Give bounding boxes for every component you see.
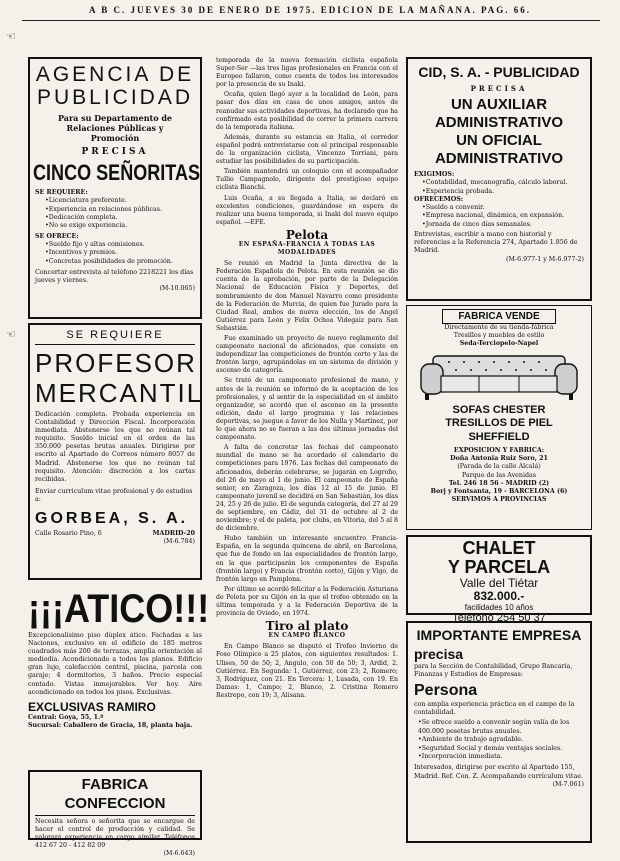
cid-precisa: PRECISA <box>470 84 528 93</box>
list-item: • Dedicación completa. <box>45 214 195 222</box>
chalet-price: 832.000.- <box>473 589 525 603</box>
agencia-subtitle: Para su Departamento de Relaciones Públicas y Promoción <box>57 113 173 143</box>
article-paragraph: temporada de la nueva formación ciclista española Super-Ser —las tres ligas profesionales en Francia con el Europeo fallaron, como cuenta de todos los interesados por la presencia de su Inaki. <box>216 57 398 89</box>
list-item: • Experiencia probada. <box>422 188 584 196</box>
fabrica-body: Necesita señora o señorita que se encargue de hacer el control de producción y calidad. Se valorará experiencia en cargo similar. Teléfonos 412 67 20 - 412 82 09 <box>35 818 195 850</box>
article-paragraph: Por último se acordó felicitar a la Federación Asturiana de Pelota por su Gijón en la que el trofeo obtenido en la última temporada y a la Federación Deportiva de la provincia de Oviedo, en 1974. <box>216 585 399 618</box>
margin-mark: ☜ <box>6 30 16 43</box>
article-paragraph: Fue examinado un proyecto de nuevo reglamento del campeonato nacional de aficionados, que consiste en independizar las competiciones de frontón corto y las de frontón largo, agrupándolas en un sistema de división y ascenso de categoría. <box>216 335 398 375</box>
list-item: • Se ofrece sueldo a convenir según valía de los 400.000 pesetas brutas anuales. <box>418 719 584 736</box>
agencia-headline: CINCO SEÑORITAS <box>33 160 201 185</box>
list-item: • Incorporación inmediata. <box>418 753 584 761</box>
chalet-ad <box>406 535 592 624</box>
chalet-place: Valle del Tiétar <box>459 576 539 590</box>
importante-title: IMPORTANTE EMPRESA <box>416 627 582 643</box>
sofas-phone: Tel. 246 18 56 - MADRID (2) <box>448 479 550 487</box>
list-item: • Jornada de cinco días semanales. <box>422 221 584 229</box>
profesor-title2: MERCANTIL <box>35 378 204 408</box>
agencia-offers-label: SE OFRECE: <box>35 232 79 240</box>
article-paragraph: A falta de concretar las fechas del campeonato mundial de mano se ha acordado el calendario de competiciones para 1976. Las fechas del campeonato de aficionados, deberán celebrarse, se jugarán en Logroño, del 26 de mayo al 1 de junio. El campeonato de España senior, en Zaragoza, los días 12 al 15 de junio. El campeonato juvenil se decidirá en San Sebastián, los días 24, 25 y 26 de julio. El de segunda categoría, del 27 al 29 de septiembre, en Cádiz, del 31 de octubre al 2 de noviembre; y el de paleta, por clubs, en Vitoria, del 5 al 8 de diciembre. <box>216 444 398 533</box>
importante-body: con amplia experiencia práctica en el campo de la contabilidad. <box>414 701 575 717</box>
margin-mark: ☜ <box>6 328 16 341</box>
sofas-title: FABRICA VENDE <box>442 309 556 324</box>
importante-contact: Interesados, dirigirse por escrito al Apartado 155, Madrid. Ref. Con. Z. Acompañando currículum vitae. <box>414 764 583 780</box>
importante-persona: Persona <box>414 682 478 700</box>
agencia-title2: PUBLICIDAD <box>36 86 194 109</box>
article-paragraph: Se trató de un campeonato profesional de mano, y antes de la reunión se informó de la aceptación de los profesionales, y al sentir de la especialidad en el ámbito organizador, se acordó que el ascenso en la presente edición, dado el largo programa y las relaciones deportivas, se juegue a favor de los Nulla y Martínez, por lo que ahora no se fueran a las dos últimas jornadas del campeonato. <box>216 377 398 442</box>
cid-headline4: ADMINISTRATIVO <box>434 150 564 167</box>
profesor-note: Enviar curriculum vitae profesional y de estudios a: <box>35 487 193 503</box>
list-item: • Licenciatura preferente. <box>45 197 195 205</box>
chalet-phone: Teléfono 254 50 37 <box>452 612 546 624</box>
sofas-addr4: Borj y Fontsanta, 19 - BARCELONA (6) <box>430 487 568 495</box>
profesor-address: Calle Rosario Pino, 6 <box>35 530 102 538</box>
agencia-title1: AGENCIA DE <box>35 63 195 86</box>
cid-req-label: EXIGIMOS: <box>414 171 455 178</box>
list-item: • Sueldo fijo y altas comisiones. <box>45 241 195 249</box>
article-paragraph: Ocaña, quien llegó ayer a la localidad de León, para pasar dos días en casa de unos amigos, antes de reanudar sus actividades deportivas, ha declarado que ha confirmado esta posibilidad de correr la primera carrera de la temporada italiana. <box>216 91 398 131</box>
agencia-precisa: PRECISA <box>81 147 149 157</box>
agencia-ref: (M-10.065) <box>159 285 195 293</box>
atico-body: Excepcionalísimo piso dúplex ático. Fachadas a las Naciones, exclusivo en el edificio de 185 metros cuadrados más 200 de terrazas, amplia orientación al mediodía. Acondicionado a todos los planos. Edificio gran lujo, calefacción central, piscina, parcela con garaje; 4 dormitorios, 3 baños. Precio especial contado. Vistas inmejorables. Ver hoy. Aire acondicionado en todos los pisos. Exclusivas. <box>28 632 202 696</box>
list-item: • Concretas posibilidades de promoción. <box>45 258 195 266</box>
chalet-title2: Y PARCELA <box>447 557 551 577</box>
cid-contact: Entrevistas, escribir a mano con historial y referencias a la Referencia 274, Apartado 1.856 de Madrid. <box>414 231 578 255</box>
fabrica-headline: FABRICA CONFECCION <box>35 775 195 816</box>
sofas-line2: Tresillos y muebles de estilo <box>453 332 545 340</box>
sofas-expo: EXPOSICION Y FABRICA: <box>453 447 545 455</box>
atico-address2: Sucursal: Caballero de Gracia, 18, planta baja. <box>28 721 193 729</box>
list-item: • Contabilidad, mecanografía, cálculo laboral. <box>422 179 584 187</box>
tiro-subtitle: EN CAMPO BLANCO <box>268 632 346 640</box>
importante-intro: para la Sección de Contabilidad, Grupo Bancaria, Finanzas y Estudios de Empresas: <box>414 663 573 679</box>
list-item: • Experiencia en relaciones públicas. <box>45 206 195 214</box>
atico-headline: ¡¡¡ATICO!!! <box>28 587 210 631</box>
article-paragraph: Además, durante su estancia en Italia, el corredor español podrá entrevistarse con el principal responsable de la organización ciclista, Vincenzo Torriani, para estudiar las posibilidades de su participación. <box>216 133 398 166</box>
list-item: • Empresa nacional, dinámica, en expansión. <box>422 212 584 220</box>
pelota-title: Pelota <box>285 227 329 242</box>
agencia-ad <box>28 57 202 319</box>
agencia-requires-label: SE REQUIERE: <box>35 189 88 196</box>
sofas-brand3: SHEFFIELD <box>468 431 530 444</box>
importante-ad <box>406 621 592 843</box>
sofas-line3: Seda-Terciopelo-Napel <box>459 340 539 348</box>
sofas-addr2: (Parada de la calle Alcalá) <box>457 463 541 471</box>
list-item: • Seguridad Social y demás ventajas sociales. <box>418 745 584 753</box>
divider <box>35 344 195 345</box>
profesor-ref: (M-6.784) <box>163 538 195 546</box>
page-header: A B C. JUEVES 30 DE ENERO DE 1975. EDICION DE LA MAÑANA. PAG. 66. <box>88 5 532 15</box>
sofas-addr1: Doña Antonia Ruiz Soro, 21 <box>450 455 548 463</box>
profesor-ad <box>28 323 202 580</box>
sofa-illustration <box>419 350 579 402</box>
article-column <box>216 57 398 851</box>
pelota-subtitle: EN ESPAÑA-FRANCIA A TODAS LAS MODALIDADES <box>238 240 376 257</box>
list-item: • Ambiente de trabajo agradable. <box>418 736 584 744</box>
cid-headline3: UN OFICIAL <box>456 132 542 149</box>
atico-agency: EXCLUSIVAS RAMIRO <box>28 699 156 714</box>
profesor-city: MADRID-20 <box>152 530 195 538</box>
cid-headline2: ADMINISTRATIVO <box>434 114 564 131</box>
importante-ref: (M-7.061) <box>552 780 584 788</box>
sofas-ship: SERVIMOS A PROVINCIAS <box>451 495 547 503</box>
header-rule <box>22 20 600 21</box>
cid-title: CID, S. A. - PUBLICIDAD <box>418 64 580 80</box>
cid-headline1: UN AUXILIAR <box>450 96 548 113</box>
importante-precisa: precisa <box>414 646 464 662</box>
sofas-addr3: Parque de las Avenidas <box>462 471 536 479</box>
tiro-title: Tiro al plato <box>265 619 349 634</box>
list-item: • No se exige experiencia. <box>45 222 195 230</box>
cid-off-label: OFRECEMOS: <box>414 195 464 203</box>
article-paragraph: También mantendrá un coloquio con el acompañador Tullio Campagnolo, dirigente del prestigioso equipo ciclista Bianchi. <box>216 168 398 192</box>
atico-address1: Central: Goya, 55, 1.º <box>28 713 104 721</box>
agencia-contact: Concertar entrevista al teléfono 2218221 los días jueves y viernes. <box>35 269 194 285</box>
sofas-line1: Directamente de su tienda-fábrica <box>444 324 554 331</box>
chalet-title: CHALET <box>462 538 536 558</box>
cid-ref: (M-6.977-1 y M-6.977-2) <box>506 255 584 263</box>
chalet-terms: facilidades 10 años <box>464 603 534 612</box>
profesor-top: SE REQUIERE <box>66 329 164 341</box>
cid-ad <box>406 57 592 301</box>
article-paragraph: Luis Ocaña, a su llegada a Italia, se declaró en excelentes condiciones, guardándose en espera de realizar una buena temporada, si Inaki del nuevo equipo español. —EFE. <box>216 194 398 226</box>
article-paragraph: Hubo también un interesante encuentro Francia-España, en la segunda quincena de abril, en Barcelona, que fue de fondo en las especialidades de frontón largo, en la que participarán los componentes de España (frontón largo) y Francia (frontón corto), Gijón y Vigo, de frontón largo en Pamplona. <box>216 535 398 583</box>
article-paragraph: Se reunió en Madrid la Junta directiva de la Federación Española de Pelota. En esta reunión se dio cuenta de la aprobación, por parte de la Delegación Nacional de Educación Física y Deportes, del nombramiento de don Manuel Navarro como presidente de la Federación de Murcia, de quien fue Jurado para la Ciudad Real, ambos de nueva elección, los de Angel Gutiérrez para León y Felix Ochoa Videgaiz para San Sebastián. <box>216 260 398 332</box>
sofas-ad <box>406 305 592 530</box>
atico-ad <box>28 586 210 766</box>
profesor-company: GORBEA, S. A. <box>35 510 189 528</box>
profesor-body: Dedicación completa. Probada experiencia en Contabilidad y Dirección Fiscal. Incorporación inmediata. Abstenerse los que no reúnan tal requisito. Sueldo inicial en el orden de las 350.000 pesetas brutas anuales. Dirigirse por escrito al Apartado de Correos número 8057 de Madrid. Abstenerse los que no reúnan tal requisito. Atención: discreción a los cartas recibidas. <box>35 411 195 483</box>
list-item: • Incentivos y premios. <box>45 249 195 257</box>
article-paragraph: En Campo Blanco se disputó el Trofeo Invierno de Foso Olímpico a 25 platos, con siguientes resultados: 1. Ulises, 50 de 50; 2, Angulo, con 50 de 50; 3, Ardid, 2. Gutiérrez. En Segunda: 1, Gutiérrez, con 23; 2, Romero; 3, Rodríguez, con 21. En Tercera: 1, Lusada, con 19. En Damas: 1, Campo; 2, Blanco, 2. Cristina Romero Restrepo, con 19; 3, Alisana. <box>216 643 398 699</box>
sofas-brand1: SOFAS CHESTER <box>452 404 546 417</box>
list-item: • Sueldo a convenir. <box>422 204 584 212</box>
profesor-title1: PROFESOR <box>35 348 197 378</box>
fabrica-ref: (M-6.643) <box>163 850 195 858</box>
sofas-brand2: TRESILLOS DE PIEL <box>445 417 553 430</box>
fabrica-ad <box>28 770 202 858</box>
